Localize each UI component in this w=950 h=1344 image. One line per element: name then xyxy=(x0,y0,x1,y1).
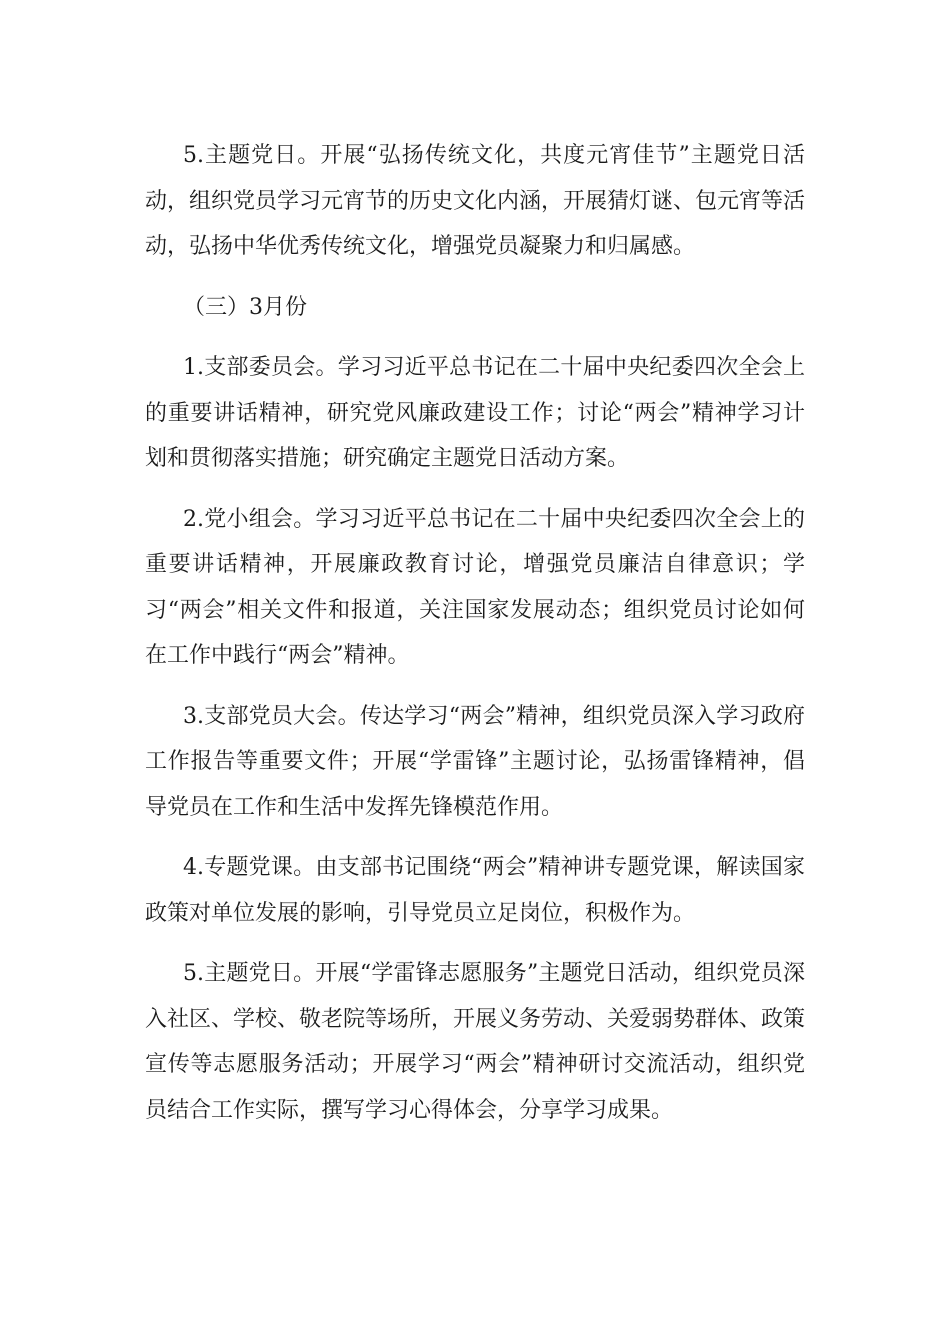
section-heading-march: （三）3月份 xyxy=(183,294,307,320)
paragraph-theme-day-volunteer: 5.主题党日。开展“学雷锋志愿服务”主题党日活动，组织党员深入社区、学校、敬老院等场所，开展义务劳动、关爱弱势群体、政策宣传等志愿服务活动；开展学习“两会”精神研讨交流活动，组织党员结合工作实际，撰写学习心得体会，分享学习成果。 xyxy=(145,961,806,1123)
paragraph-branch-member-assembly: 3.支部党员大会。传达学习“两会”精神，组织党员深入学习政府工作报告等重要文件；开展“学雷锋”主题讨论，弘扬雷锋精神，倡导党员在工作和生活中发挥先锋模范作用。 xyxy=(145,703,805,820)
paragraph-special-party-lecture: 4.专题党课。由支部书记围绕“两会”精神讲专题党课，解读国家政策对单位发展的影响，引导党员立足岗位，积极作为。 xyxy=(145,855,805,926)
paragraph-party-group-meeting: 2.党小组会。学习习近平总书记在二十届中央纪委四次全会上的重要讲话精神，开展廉政教育讨论，增强党员廉洁自律意识；学习“两会”相关文件和报道，关注国家发展动态；组织党员讨论如何在工作中践行“两会”精神。 xyxy=(145,506,805,668)
paragraph-branch-committee: 1.支部委员会。学习习近平总书记在二十届中央纪委四次全会上的重要讲话精神，研究党风廉政建设工作；讨论“两会”精神学习计划和贯彻落实措施；研究确定主题党日活动方案。 xyxy=(145,355,805,471)
paragraph-theme-day-lantern: 5.主题党日。开展“弘扬传统文化，共度元宵佳节”主题党日活动，组织党员学习元宵节的历史文化内涵，开展猜灯谜、包元宵等活动，弘扬中华优秀传统文化，增强党员凝聚力和归属感。 xyxy=(145,143,806,259)
document-body xyxy=(145,133,805,1148)
